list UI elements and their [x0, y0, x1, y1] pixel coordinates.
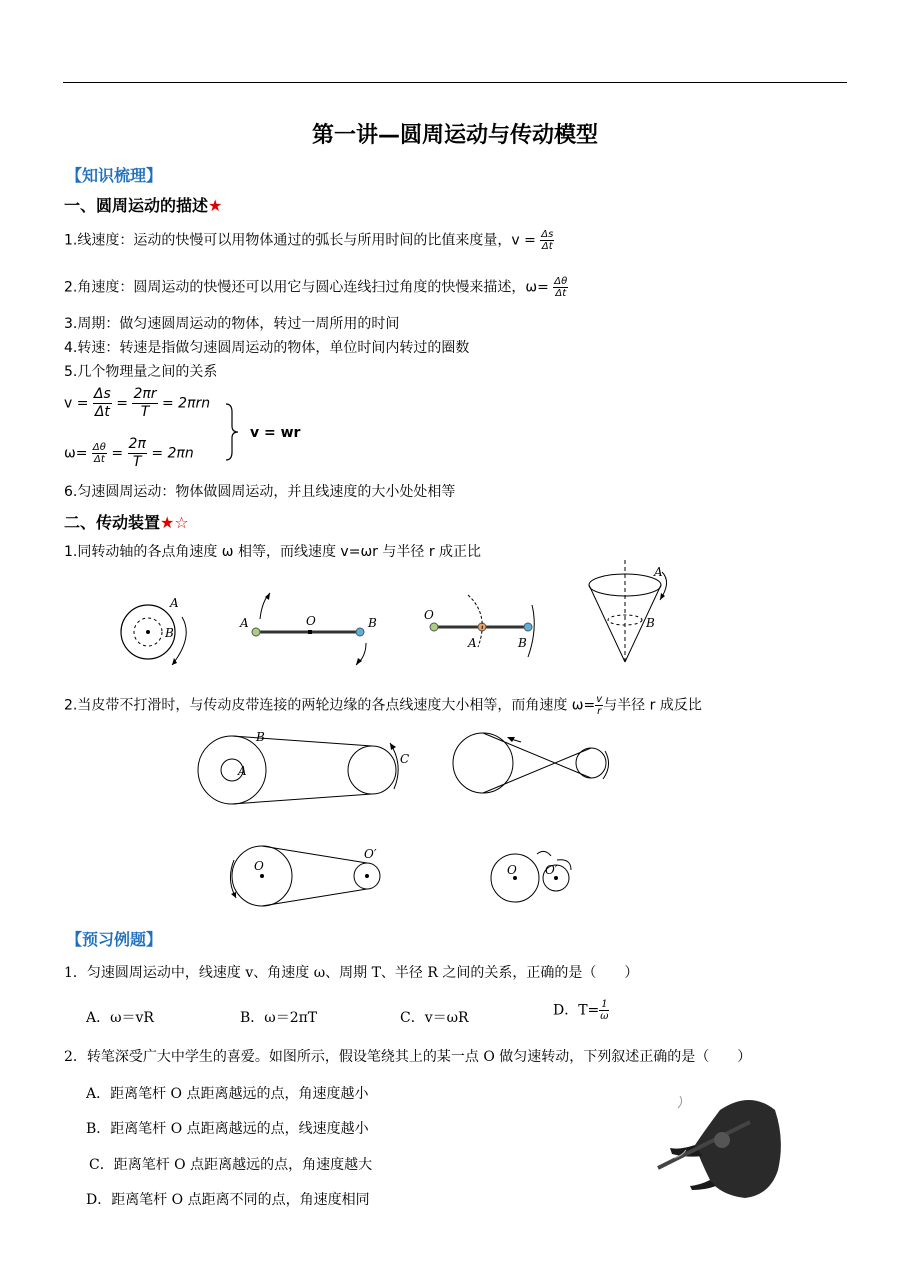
- svg-text:A: A: [170, 596, 179, 610]
- item-relations: 5.几个物理量之间的关系: [64, 364, 218, 380]
- svg-text:B: B: [518, 636, 527, 650]
- figure-belt-abc: [190, 725, 420, 810]
- q2-option-b[interactable]: B．距离笔杆 O 点距离越远的点，线速度越小: [86, 1121, 369, 1137]
- page-title: 第一讲—圆周运动与传动模型: [311, 123, 598, 148]
- svg-text:A: A: [654, 565, 663, 579]
- svg-text:O: O: [507, 863, 517, 877]
- figure-crossed-belt: [445, 725, 615, 805]
- question-2-stem: 2．转笔深受广大中学生的喜爱。如图所示，假设笔绕其上的某一点 O 做匀速转动，下列叙述正确的是（ ）: [64, 1049, 752, 1065]
- q1-option-d[interactable]: D．T= $\frac{1}{\omega}$: [553, 999, 609, 1022]
- equation-omega: ω= $\frac{\Delta\theta}{\Delta t}$ = $\frac{2\pi}{T}$ = 2πn: [64, 436, 194, 470]
- svg-text:B: B: [165, 626, 174, 640]
- item-period: 3.周期：做匀速圆周运动的物体，转过一周所用的时间: [64, 316, 400, 332]
- svg-text:O: O: [306, 614, 316, 628]
- figure-gear-contact: [485, 840, 580, 908]
- equation-v: v = $\frac{\Delta s}{\Delta t}$ = $\frac{2\pi r}{T}$ = 2πrn: [64, 386, 211, 420]
- item-linear-velocity: 1.线速度：运动的快慢可以用物体通过的弧长与所用时间的比值来度量，v = $\frac{\Delta s}{\Delta t}$: [64, 229, 554, 252]
- svg-text:B: B: [368, 616, 377, 630]
- fraction-dtheta-dt: $\frac{\Delta\theta}{\Delta t}$: [554, 276, 568, 299]
- q2-option-d[interactable]: D．距离笔杆 O 点距离不同的点，角速度相同: [86, 1192, 370, 1208]
- svg-text:O: O: [424, 608, 434, 622]
- svg-text:B: B: [256, 730, 265, 744]
- svg-text:A: A: [240, 616, 249, 630]
- item-belt-drive: 2.当皮带不打滑时，与传动皮带连接的两轮边缘的各点线速度大小相等，而角速度 ω= $\frac{v}{r}$ 与半径 r 成反比: [64, 694, 702, 717]
- svg-text:O′: O′: [545, 863, 558, 877]
- q1-option-b[interactable]: B．ω＝2πT: [240, 1010, 318, 1026]
- equation-result: v = wr: [250, 425, 301, 441]
- svg-text:C: C: [400, 752, 410, 766]
- item-rotation-speed: 4.转速：转速是指做匀速圆周运动的物体，单位时间内转过的圈数: [64, 340, 470, 356]
- item-angular-velocity: 2.角速度：圆周运动的快慢还可以用它与圆心连线扫过角度的快慢来描述，ω= $\frac{\Delta\theta}{\Delta t}$: [64, 276, 568, 299]
- heading-transmission: 二、传动装置★☆: [64, 513, 189, 532]
- svg-text:O′: O′: [364, 847, 377, 861]
- importance-stars: ★☆: [160, 513, 189, 532]
- q2-option-a[interactable]: A．距离笔杆 O 点距离越远的点，角速度越小: [86, 1086, 369, 1102]
- svg-text:O: O: [254, 859, 264, 873]
- svg-text:B: B: [646, 616, 655, 630]
- svg-text:A: A: [238, 764, 247, 778]
- heading-circular-motion: 一、圆周运动的描述★: [64, 196, 223, 215]
- right-brace: [222, 402, 242, 462]
- q1-option-a[interactable]: A．ω＝vR: [86, 1010, 154, 1026]
- importance-stars: ★: [208, 196, 223, 215]
- figure-rod-oab: [420, 585, 550, 670]
- figure-cone: [580, 558, 680, 670]
- pen-spinning-hand-image: [650, 1090, 785, 1205]
- q2-option-c[interactable]: C．距离笔杆 O 点距离越远的点，角速度越大: [89, 1157, 373, 1173]
- item-same-axis: 1.同转动轴的各点角速度 ω 相等，而线速度 v=ωr 与半径 r 成正比: [64, 544, 482, 560]
- figure-concentric-circles: [110, 585, 205, 675]
- figure-rod-aob: [230, 585, 390, 670]
- fraction-ds-dt: $\frac{\Delta s}{\Delta t}$: [541, 229, 554, 252]
- figure-belt-o-o2: [222, 842, 392, 907]
- question-1-stem: 1．匀速圆周运动中，线速度 v、角速度 ω、周期 T、半径 R 之间的关系，正确的是（ ）: [64, 965, 639, 981]
- q1-option-c[interactable]: C．v＝ωR: [400, 1010, 469, 1026]
- section-knowledge: 【知识梳理】: [66, 166, 163, 185]
- item-uniform-motion: 6.匀速圆周运动：物体做圆周运动，并且线速度的大小处处相等: [64, 484, 456, 500]
- svg-text:A: A: [468, 636, 477, 650]
- section-preview-examples: 【预习例题】: [66, 930, 163, 949]
- top-rule: [63, 82, 847, 83]
